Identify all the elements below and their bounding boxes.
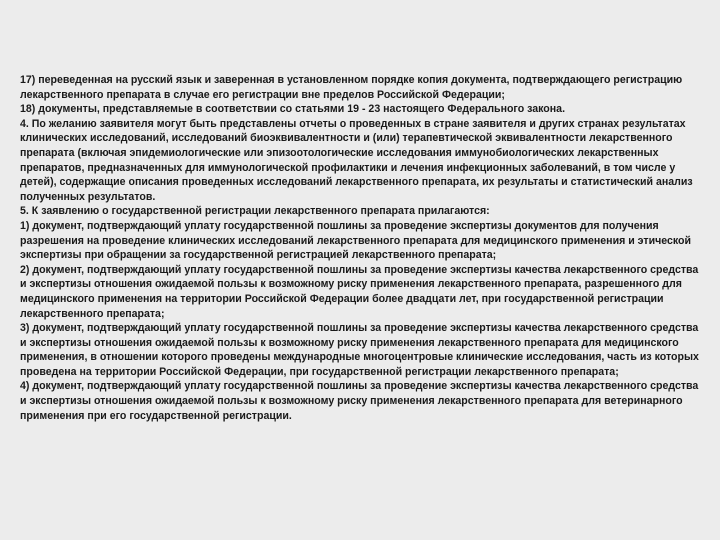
paragraph-item-18: 18) документы, представляемые в соответствии со статьями 19 - 23 настоящего Федерального закона. xyxy=(20,103,566,116)
paragraph-subitem-2: 2) документ, подтверждающий уплату государственной пошлины за проведение экспертизы качества лекарственного средства и экспертизы отношения ожидаемой пользы к возможному риску применения лекарственного препарата, разрешенного для медицинского применения на территории Российской Федерации более двадцати лет, при государственной регистрации лекарственного препарата; xyxy=(20,263,699,320)
paragraph-section-5: 5. К заявлению о государственной регистрации лекарственного препарата прилагаются: xyxy=(20,205,490,218)
document-text-block xyxy=(20,73,702,423)
paragraph-subitem-4: 4) документ, подтверждающий уплату государственной пошлины за проведение экспертизы качества лекарственного средства и экспертизы отношения ожидаемой пользы к возможному риску применения лекарственного препарата для ветеринарного применения при его государственной регистрации. xyxy=(20,380,699,422)
paragraph-item-17: 17) переведенная на русский язык и заверенная в установленном порядке копия документа, подтверждающего регистрацию лекарственного препарата в случае его регистрации вне пределов Российской Федерации; xyxy=(20,74,683,101)
paragraph-section-4: 4. По желанию заявителя могут быть представлены отчеты о проведенных в стране заявителя и других странах результатах клинических исследований, исследований биоэквивалентности и (или) терапевтической эквивалентности лекарственного препарата (включая эпидемиологические или эпизоотологические исследования иммунобиологических лекарственных препаратов, предназначенных для иммунологической профилактики и лечения инфекционных заболеваний, в том числе у детей), содержащие описания проведенных исследований лекарственного препарата, их результаты и статистический анализ полученных результатов. xyxy=(20,117,693,203)
paragraph-subitem-3: 3) документ, подтверждающий уплату государственной пошлины за проведение экспертизы качества лекарственного средства и экспертизы отношения ожидаемой пользы к возможному риску применения лекарственного препарата для медицинского применения, в отношении которого проведены международные многоцентровые клинические исследования, часть из которых проведена на территории Российской Федерации, при государственной регистрации лекарственного препарата; xyxy=(20,322,699,378)
paragraph-subitem-1: 1) документ, подтверждающий уплату государственной пошлины за проведение экспертизы документов для получения разрешения на проведение клинических исследований лекарственного препарата для медицинского применения и этической экспертизы при обращении за государственной регистрацией лекарственного препарата; xyxy=(20,219,692,262)
